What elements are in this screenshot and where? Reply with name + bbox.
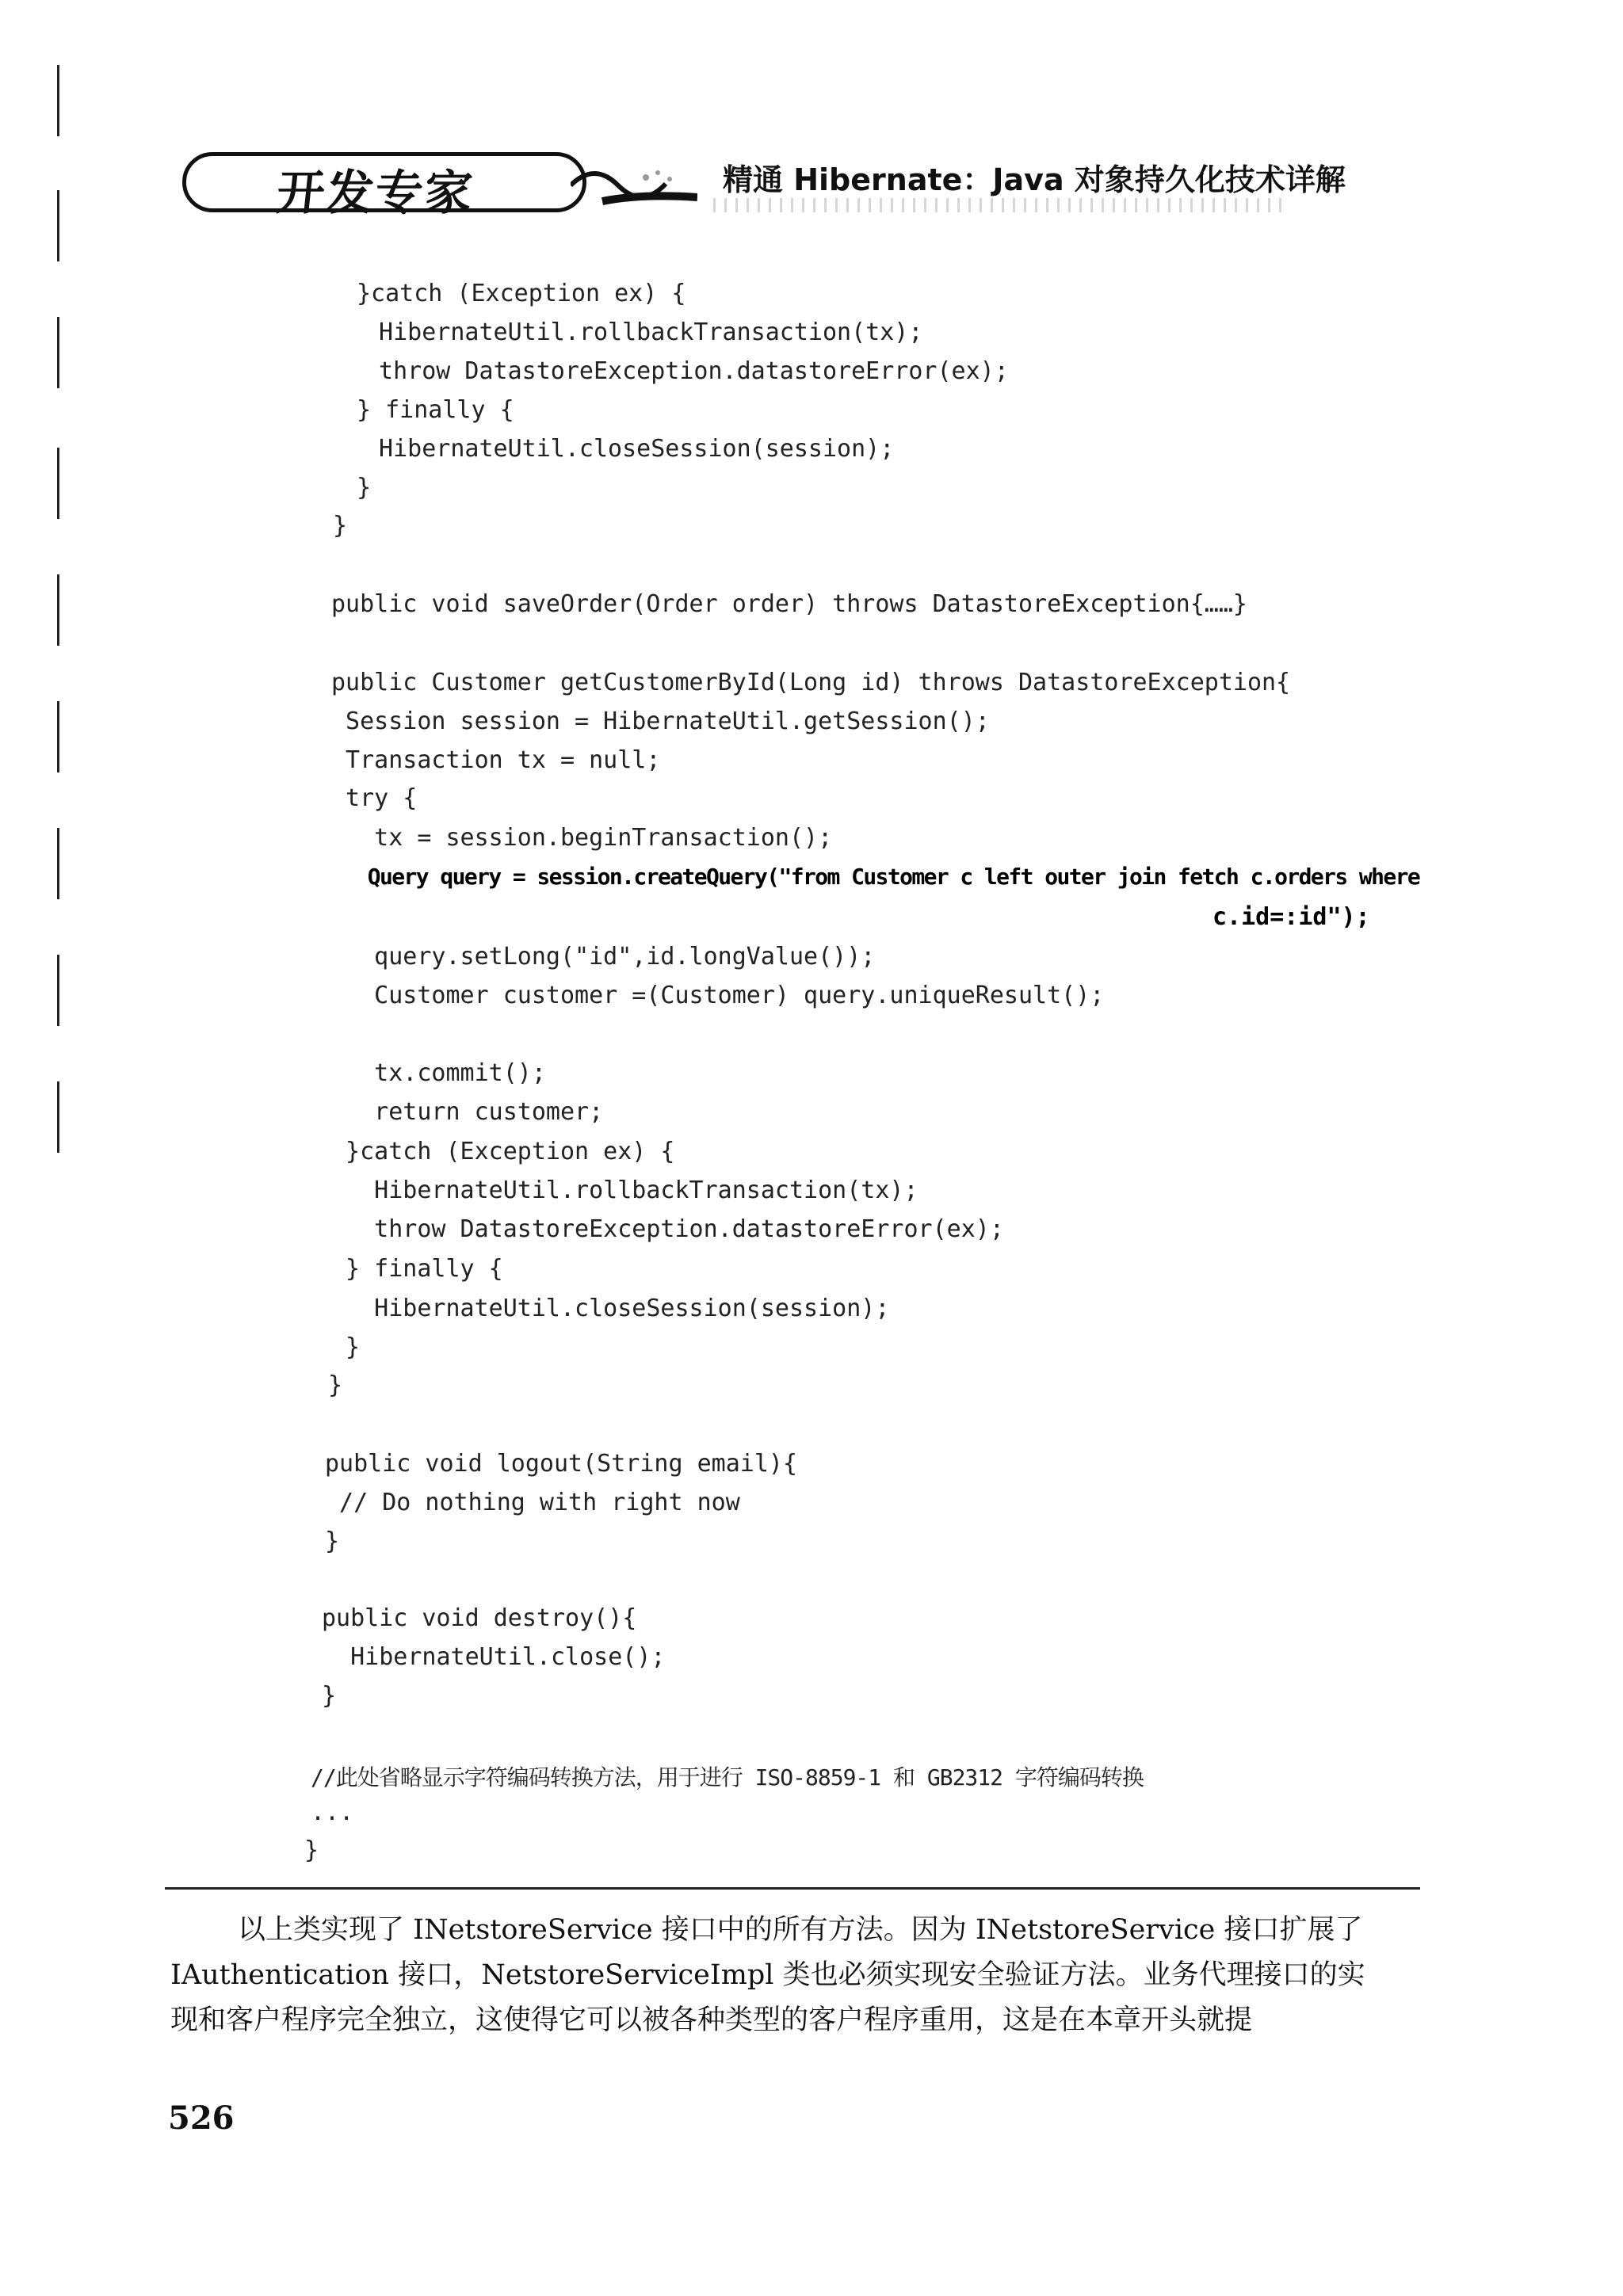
code-line: public Customer getCustomerById(Long id) throws DatastoreException{	[331, 669, 1291, 696]
code-line: }	[331, 1333, 361, 1361]
margin-mark	[57, 1081, 59, 1153]
code-line-highlighted: Query query = session.createQuery("from Customer c left outer join fetch c.orders where	[331, 864, 1420, 890]
paragraph-line: 现和客户程序完全独立，这使得它可以被各种类型的客户程序重用，这是在本章开头就提	[170, 2004, 1253, 2036]
code-line: HibernateUtil.close();	[322, 1643, 666, 1671]
code-line: throw DatastoreException.datastoreError(ex);	[331, 1215, 1004, 1243]
book-title: 精通 Hibernate：Java 对象持久化技术详解	[723, 162, 1346, 197]
code-line: }catch (Exception ex) {	[331, 1138, 675, 1165]
code-line: HibernateUtil.closeSession(session);	[331, 1295, 890, 1322]
code-line: query.setLong("id",id.longValue());	[331, 943, 876, 971]
code-line: public void logout(String email){	[325, 1450, 798, 1478]
code-line: } finally {	[357, 396, 514, 424]
code-line: Customer customer =(Customer) query.uniqueResult();	[331, 982, 1105, 1009]
code-line: tx = session.beginTransaction();	[331, 824, 833, 852]
code-line: }catch (Exception ex) {	[357, 280, 686, 307]
code-line: return customer;	[331, 1098, 604, 1126]
code-line: public void saveOrder(Order order) throws DatastoreException{……}	[331, 590, 1247, 618]
margin-mark	[57, 955, 59, 1026]
code-line: }	[325, 1527, 340, 1555]
code-line: tx.commit();	[331, 1059, 546, 1087]
code-line: try {	[331, 784, 418, 812]
header-swoosh-icon	[571, 162, 697, 209]
series-badge: 开发专家	[273, 166, 477, 221]
code-line: // Do nothing with right now	[325, 1489, 740, 1516]
paragraph-line: IAuthentication 接口，NetstoreServiceImpl 类也必须实现安全验证方法。业务代理接口的实	[170, 1959, 1365, 1991]
margin-mark	[57, 317, 59, 388]
code-line: public void destroy(){	[322, 1604, 637, 1632]
code-line: }	[328, 1371, 343, 1399]
margin-mark	[57, 448, 59, 519]
code-line: HibernateUtil.rollbackTransaction(tx);	[365, 318, 923, 346]
code-line: }	[304, 1836, 319, 1864]
code-line: }	[357, 474, 372, 502]
code-line: HibernateUtil.closeSession(session);	[365, 435, 895, 463]
page-number: 526	[168, 2100, 235, 2137]
code-line: }	[322, 1682, 337, 1710]
margin-mark	[57, 574, 59, 646]
code-line: Transaction tx = null;	[331, 746, 661, 774]
header-underline	[713, 198, 1284, 212]
margin-mark	[57, 701, 59, 772]
paragraph-line: 以上类实现了 INetstoreService 接口中的所有方法。因为 INetstoreService 接口扩展了	[238, 1914, 1363, 1946]
code-comment: //此处省略显示字符编码转换方法，用于进行 ISO-8859-1 和 GB2312 字符编码转换	[311, 1764, 1144, 1791]
listing-divider	[165, 1887, 1420, 1890]
code-line-highlighted: c.id=:id");	[1212, 903, 1370, 931]
code-line: throw DatastoreException.datastoreError(ex);	[365, 357, 1009, 385]
margin-mark	[57, 828, 59, 899]
margin-mark	[57, 190, 59, 261]
code-line: ...	[311, 1798, 354, 1826]
code-line: HibernateUtil.rollbackTransaction(tx);	[331, 1177, 918, 1204]
margin-mark	[57, 65, 59, 136]
code-line: } finally {	[331, 1255, 503, 1283]
code-line: }	[333, 512, 348, 540]
code-line: Session session = HibernateUtil.getSession();	[331, 707, 990, 735]
